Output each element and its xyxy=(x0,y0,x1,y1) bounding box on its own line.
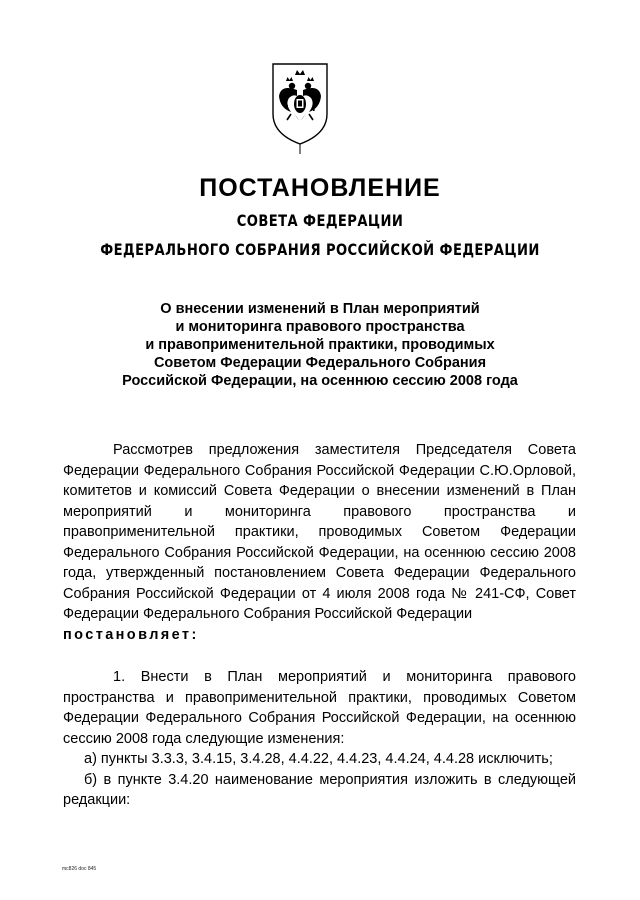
document-heading-line: Советом Федерации Федерального Собрания xyxy=(153,355,487,371)
preamble-text: Рассмотрев предложения заместителя Председателя Совета Федерации Федерального Собрания Российской Федерации С.Ю.Орловой, комитетов и комиссий Совета Федерации о внесении изменений в План мероприятий и мониторинга правового пространства и правоприменительной практики, проводимых Советом Федерации Федерального Собрания Российской Федерации, на осеннюю сессию 2008 года, утвержденный постановлением Совета Федерации Федерального Собрания Российской Федерации от 4 июля 2008 года № 241-СФ, Совет Федерации Федерального Собрания Российской Федерации xyxy=(63,442,576,622)
coat-of-arms-icon xyxy=(271,62,329,154)
issuer-line-2: ФЕДЕРАЛЬНОГО СОБРАНИЯ РОССИЙСКОЙ ФЕДЕРАЦИИ xyxy=(100,240,540,259)
issuer-line-1: СОВЕТА ФЕДЕРАЦИИ xyxy=(236,211,404,230)
page-title: ПОСТАНОВЛЕНИЕ xyxy=(199,174,441,202)
document-heading xyxy=(70,300,570,390)
document-heading-line: и правоприменительной практики, проводимых xyxy=(145,337,495,353)
decree-colon: : xyxy=(191,626,199,643)
document-heading-line: Российской Федерации, на осеннюю сессию 2008 года xyxy=(122,373,518,389)
preamble-paragraph xyxy=(63,440,576,645)
decree-item-1a: а) пункты 3.3.3, 3.4.15, 3.4.28, 4.4.22, 4.4.23, 4.4.24, 4.4.28 исключить; xyxy=(84,751,553,767)
preamble-block xyxy=(63,440,576,645)
decree-items xyxy=(63,667,576,811)
decree-word: постановляет xyxy=(63,626,192,643)
document-heading-line: и мониторинга правового пространства xyxy=(175,319,465,335)
decree-item-1b: б) в пункте 3.4.20 наименование мероприятия изложить в следующей редакции: xyxy=(63,771,576,808)
decree-item-1: 1. Внести в План мероприятий и мониторинга правового пространства и правоприменительной практики, проводимых Советом Федерации Федерального Собрания Российской Федерации, на осеннюю сессию 2008 года следующие изменения: xyxy=(63,669,576,747)
document-heading-line: О внесении изменений в План мероприятий xyxy=(160,301,480,317)
file-reference-note: mc826 doc 845 xyxy=(62,866,97,872)
